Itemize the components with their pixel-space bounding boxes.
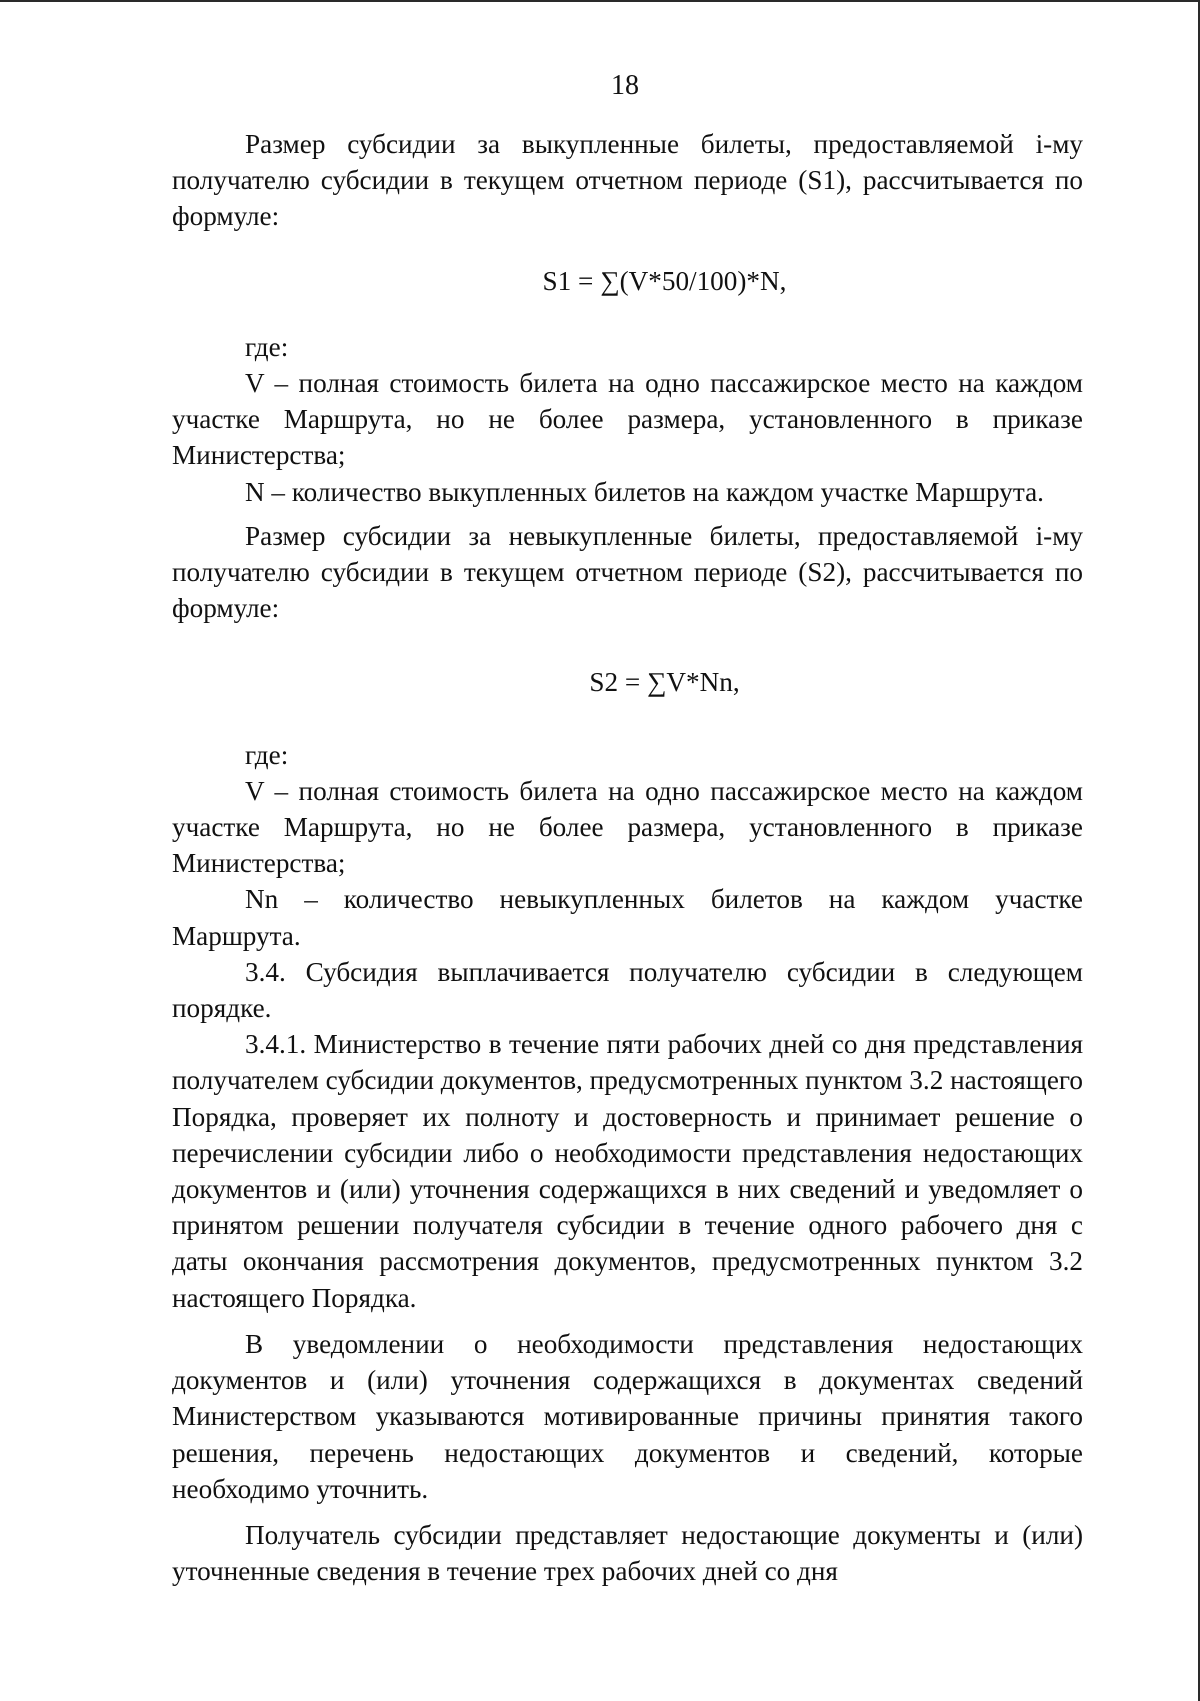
s1-where-label: где: (245, 331, 289, 362)
s2-nn-definition: Nn – количество невыкупленных билетов на каждом участке Маршрута. (172, 884, 1083, 951)
s1-n-definition: N – количество выкупленных билетов на каждом участке Маршрута. (245, 476, 1044, 507)
s2-v-definition: V – полная стоимость билета на одно пассажирское место на каждом участке Маршрута, но не более размера, установленного в приказе Министерства; (172, 775, 1083, 879)
s1-v-definition: V – полная стоимость билета на одно пассажирское место на каждом участке Маршрута, но не более размера, установленного в приказе Министерства; (172, 368, 1083, 471)
notification-paragraph: В уведомлении о необходимости представления недостающих документов и (или) уточнения содержащихся в документах сведений Министерством указываются мотивированные причины принятия такого решения, перечень недостающих документов и сведений, которые необходимо уточнить. (172, 1328, 1083, 1504)
s1-formula: S1 = ∑(V*50/100)*N, (542, 265, 787, 296)
clause-3-4: 3.4. Субсидия выплачивается получателю субсидии в следующем порядке. (172, 956, 1083, 1024)
clause-3-4-1: 3.4.1. Министерство в течение пяти рабочих дней со дня представления получателем субсидии документов, предусмотренных пунктом 3.2 настоящего Порядка, проверяет их полноту и достоверность и принимает решение о перечислении субсидии либо о необходимости представления недостающих документов и (или) уточнения содержащихся в них сведений и уведомляет о принятом решении получателя субсидии в течение одного рабочего дня с даты окончания рассмотрения документов, предусмотренных пунктом 3.2 настоящего Порядка. (172, 1029, 1083, 1313)
s2-intro-paragraph: Размер субсидии за невыкупленные билеты, предоставляемой i-му получателю субсидии в текущем отчетном периоде (S2), рассчитывается по формуле: (172, 520, 1083, 624)
document-body (172, 126, 1083, 1589)
page-number: 18 (611, 70, 639, 101)
recipient-paragraph: Получатель субсидии представляет недостающие документы и (или) уточненные сведения в течение трех рабочих дней со дня (172, 1519, 1083, 1587)
s2-formula: S2 = ∑V*Nn, (589, 667, 740, 698)
s2-where-label: где: (245, 739, 289, 770)
s1-intro-paragraph: Размер субсидии за выкупленные билеты, предоставляемой i-му получателю субсидии в текущем отчетном периоде (S1), рассчитывается по формуле: (172, 129, 1083, 232)
